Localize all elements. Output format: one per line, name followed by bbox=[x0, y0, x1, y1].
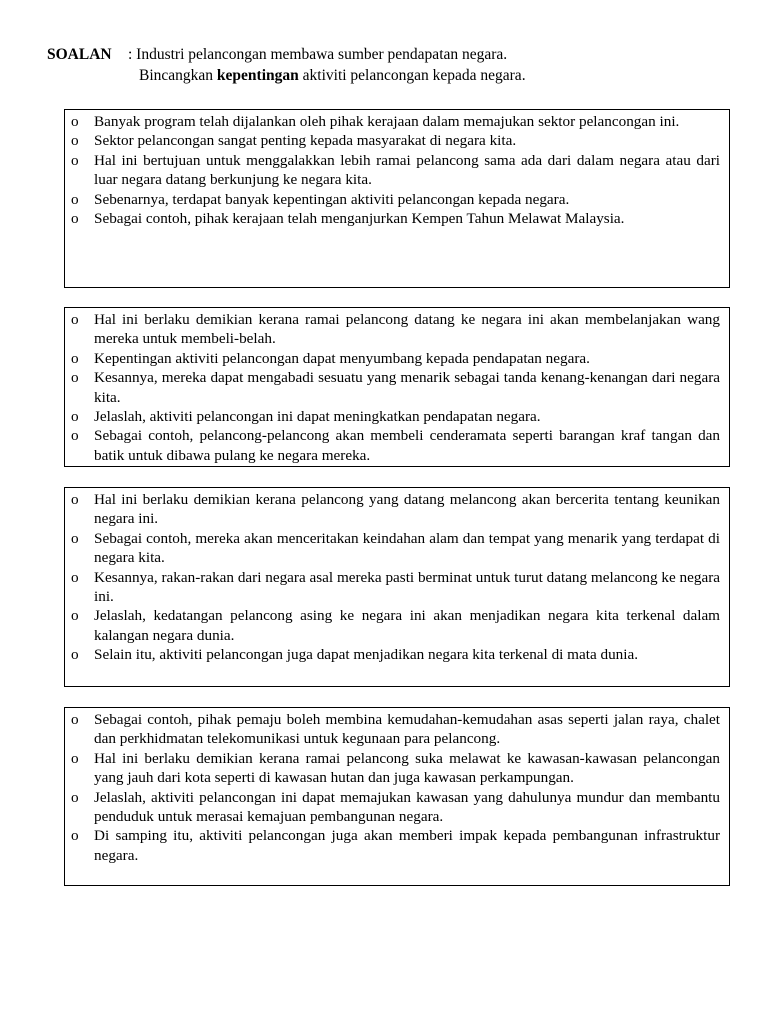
point-box-1 bbox=[64, 109, 730, 288]
bullet-icon: o bbox=[71, 132, 79, 150]
point-box-4 bbox=[64, 707, 730, 886]
list-item: o Sebagai contoh, pihak pemaju boleh membina kemudahan-kemudahan asas seperti jalan raya, chalet dan perkhidmatan telekomunikasi untuk kegunaan para pelancong. bbox=[71, 711, 720, 748]
question-keyword: kepentingan bbox=[216, 67, 299, 84]
question-line-2 bbox=[47, 65, 526, 86]
list-item: o Hal ini berlaku demikian kerana pelancong yang datang melancong akan bercerita tentang keunikan negara ini. bbox=[71, 491, 720, 528]
bullet-icon: o bbox=[71, 349, 79, 367]
list-item: o Sebenarnya, terdapat banyak kepentingan aktiviti pelancongan kepada negara. bbox=[71, 190, 570, 208]
list-item: o Di samping itu, aktiviti pelancongan juga akan memberi impak kepada pembangunan infrastruktur negara. bbox=[71, 827, 720, 864]
bullet-icon: o bbox=[71, 568, 79, 586]
question-text-2-post: aktiviti pelancongan kepada negara. bbox=[298, 67, 526, 84]
question-text-1: : Industri pelancongan membawa sumber pendapatan negara. bbox=[128, 46, 508, 63]
list-item: o Jelaslah, aktiviti pelancongan ini dapat meningkatkan pendapatan negara. bbox=[71, 408, 541, 426]
list-item: o Selain itu, aktiviti pelancongan juga dapat menjadikan negara kita terkenal di mata dunia. bbox=[71, 646, 639, 664]
list-item: o Sebagai contoh, pelancong-pelancong akan membeli cenderamata seperti barangan kraf tangan dan batik untuk dibawa pulang ke negara mereka. bbox=[71, 427, 720, 464]
bullet-icon: o bbox=[71, 711, 79, 728]
bullet-icon: o bbox=[71, 369, 79, 387]
list-item: o Sebagai contoh, pihak kerajaan telah menganjurkan Kempen Tahun Melawat Malaysia. bbox=[71, 210, 625, 228]
point-box-3 bbox=[64, 487, 730, 687]
point-list-1 bbox=[71, 112, 720, 228]
list-item: o Hal ini bertujuan untuk menggalakkan lebih ramai pelancong sama ada dari dalam negara atau dari luar negara datang berkunjung ke negara kita. bbox=[71, 151, 720, 189]
bullet-icon: o bbox=[71, 491, 79, 508]
bullet-icon: o bbox=[71, 607, 79, 625]
point-box-2 bbox=[64, 307, 730, 467]
bullet-icon: o bbox=[71, 827, 79, 845]
question-header bbox=[47, 44, 526, 86]
list-item: o Kesannya, mereka dapat mengabadi sesuatu yang menarik sebagai tanda kenang-kenangan dari negara kita. bbox=[71, 369, 720, 406]
point-list-3 bbox=[71, 490, 720, 665]
bullet-icon: o bbox=[71, 749, 79, 767]
bullet-icon: o bbox=[71, 408, 79, 426]
point-list-2 bbox=[71, 310, 720, 465]
question-text-2-pre: Bincangkan bbox=[139, 67, 217, 84]
list-item: o Banyak program telah dijalankan oleh pihak kerajaan dalam memajukan sektor pelancongan ini. bbox=[71, 113, 680, 130]
list-item: o Sektor pelancongan sangat penting kepada masyarakat di negara kita. bbox=[71, 132, 517, 150]
list-item: o Kepentingan aktiviti pelancongan dapat menyumbang kepada pendapatan negara. bbox=[71, 349, 590, 367]
list-item: o Jelaslah, kedatangan pelancong asing ke negara ini akan menjadikan negara kita terkenal dalam kalangan negara dunia. bbox=[71, 607, 720, 644]
list-item: o Jelaslah, aktiviti pelancongan ini dapat memajukan kawasan yang dahulunya mundur dan membantu penduduk untuk merasai kemajuan pembangunan negara. bbox=[71, 788, 720, 826]
bullet-icon: o bbox=[71, 151, 79, 169]
bullet-icon: o bbox=[71, 529, 79, 547]
bullet-icon: o bbox=[71, 311, 79, 328]
list-item: o Hal ini berlaku demikian kerana ramai pelancong datang ke negara ini akan membelanjakan wang mereka untuk membeli-belah. bbox=[71, 311, 720, 348]
bullet-icon: o bbox=[71, 788, 79, 806]
bullet-icon: o bbox=[71, 190, 79, 208]
question-line-1 bbox=[47, 44, 526, 65]
bullet-icon: o bbox=[71, 427, 79, 445]
question-label: SOALAN bbox=[47, 46, 112, 63]
bullet-icon: o bbox=[71, 113, 79, 130]
point-list-4 bbox=[71, 710, 720, 865]
list-item: o Sebagai contoh, mereka akan menceritakan keindahan alam dan tempat yang menarik yang terdapat di negara kita. bbox=[71, 529, 720, 567]
list-item: o Hal ini berlaku demikian kerana ramai pelancong suka melawat ke kawasan-kawasan pelancongan yang jauh dari kota seperti di kawasan hutan dan juga kawasan perkampungan. bbox=[71, 749, 720, 787]
bullet-icon: o bbox=[71, 210, 79, 228]
bullet-icon: o bbox=[71, 646, 79, 664]
list-item: o Kesannya, rakan-rakan dari negara asal mereka pasti berminat untuk turut datang melancong ke negara ini. bbox=[71, 568, 720, 606]
